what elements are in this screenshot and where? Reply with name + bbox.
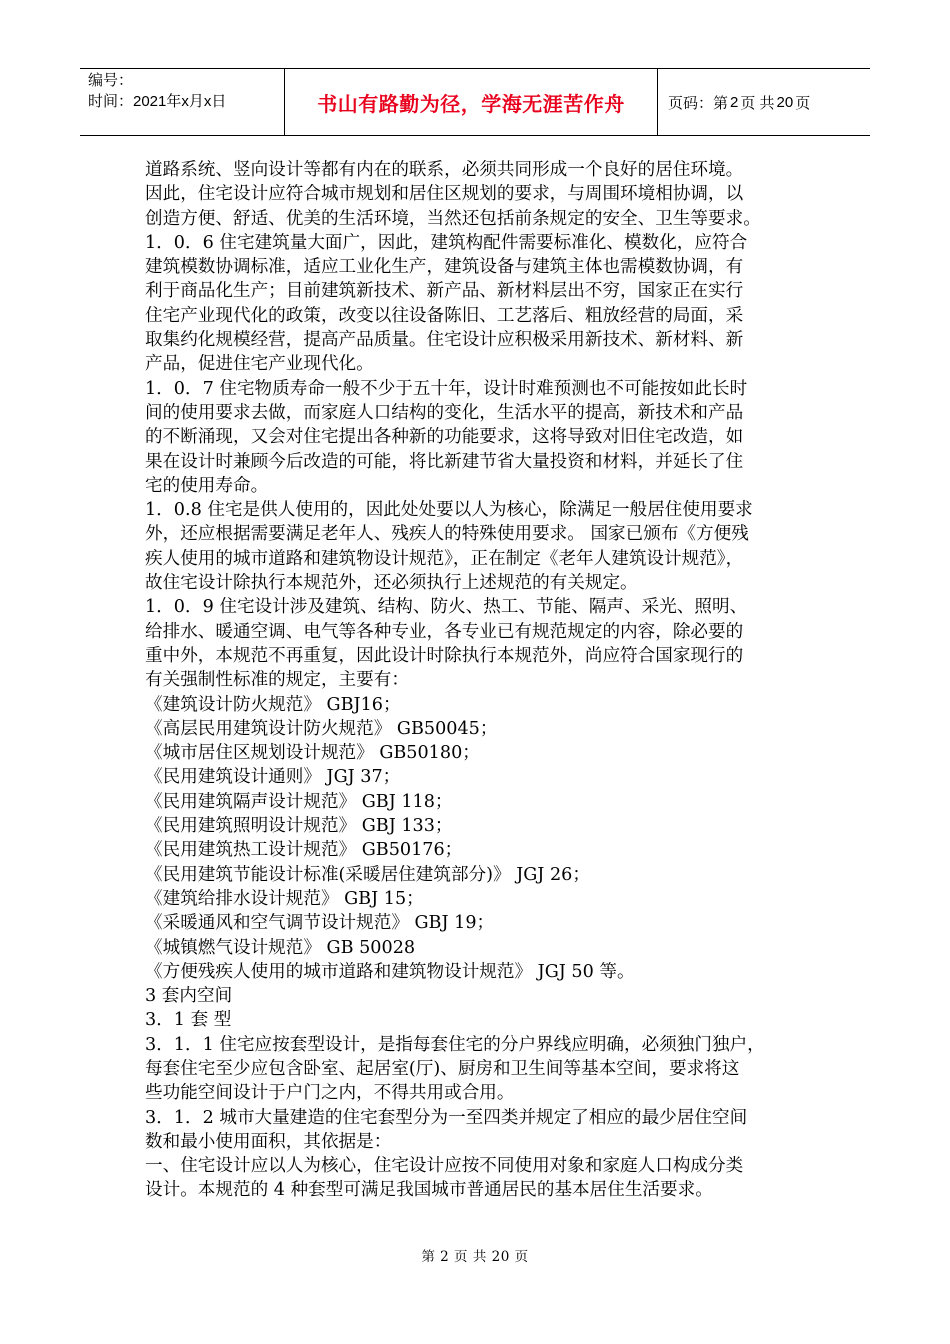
- document-code-label: 编号：: [88, 72, 134, 89]
- header-page-info: [668, 68, 868, 136]
- text-line: 取集约化规模经营，提高产品质量。住宅设计应积极采用新技术、新材料、新: [145, 330, 744, 351]
- text-line: 创造方便、舒适、优美的生活环境，当然还包括前条规定的安全、卫生等要求。: [145, 208, 761, 229]
- footer-suffix: 页: [514, 1249, 529, 1265]
- page-mid: 页 共: [740, 94, 775, 112]
- text-line: 产品，促进住宅产业现代化。: [145, 354, 374, 375]
- page-total: 20: [776, 93, 794, 111]
- page-header: [80, 68, 870, 136]
- text-line: 《高层民用建筑设计防火规范》 GB50045；: [145, 718, 498, 739]
- page-footer: [0, 1245, 950, 1265]
- footer-prefix: 第: [421, 1249, 436, 1265]
- text-line: 果在设计时兼顾今后改造的可能，将比新建节省大量投资和材料，并延长了住: [145, 451, 744, 472]
- page-suffix: 页: [795, 94, 811, 112]
- header-divider: [657, 68, 658, 136]
- text-line: 建筑模数协调标准，适应工业化生产，建筑设备与建筑主体也需模数协调，有: [145, 257, 744, 278]
- text-line: 一、住宅设计应以人为核心，住宅设计应按不同使用对象和家庭人口构成分类: [145, 1156, 744, 1177]
- text-line: 设计。本规范的 4 种套型可满足我国城市普通居民的基本居住生活要求。: [145, 1180, 713, 1201]
- footer-current: 2: [440, 1249, 450, 1265]
- text-line: 《民用建筑隔声设计规范》 GBJ 118；: [145, 791, 453, 812]
- page-current: 2: [730, 93, 739, 111]
- text-line: 《采暖通风和空气调节设计规范》 GBJ 19；: [145, 913, 495, 934]
- text-line: 每套住宅至少应包含卧室、起居室(厅)、厨房和卫生间等基本空间，要求将这: [145, 1058, 740, 1079]
- text-line: 3．1．2 城市大量建造的住宅套型分为一至四类并规定了相应的最少居住空间: [145, 1107, 748, 1128]
- text-line: 《建筑给排水设计规范》 GBJ 15；: [145, 888, 424, 909]
- footer-total: 20: [491, 1249, 510, 1265]
- text-line: 重中外，本规范不再重复，因此设计时除执行本规范外，尚应符合国家现行的: [145, 645, 744, 666]
- text-line: 给排水、暖通空调、电气等各种专业，各专业已有规范规定的内容，除必要的: [145, 621, 744, 642]
- text-line: 故住宅设计除执行本规范外，还必须执行上述规范的有关规定。: [145, 573, 638, 594]
- document-body: [145, 158, 815, 1203]
- header-motto: 书山有路勤为径，学海无涯苦作舟: [317, 91, 625, 116]
- text-line: 1．0.8 住宅是供人使用的，因此处处要以人为核心，除满足一般居住使用要求: [145, 500, 753, 521]
- text-line: 《民用建筑照明设计规范》 GBJ 133；: [145, 816, 453, 837]
- text-line: 《民用建筑节能设计标准(采暖居住建筑部分)》 JGJ 26；: [145, 864, 590, 885]
- text-line: 道路系统、竖向设计等都有内在的联系，必须共同形成一个良好的居住环境。: [145, 160, 744, 180]
- page-prefix: 页码：第: [668, 94, 729, 112]
- text-line: 因此，住宅设计应符合城市规划和居住区规划的要求，与周围环境相协调，以: [145, 184, 744, 205]
- text-line: 住宅产业现代化的政策，改变以往设备陈旧、工艺落后、粗放经营的局面，采: [145, 305, 744, 326]
- text-line: 有关强制性标准的规定，主要有：: [145, 670, 409, 691]
- text-line: 的不断涌现，又会对住宅提出各种新的功能要求，这将导致对旧住宅改造，如: [145, 427, 744, 448]
- text-line: 1．0．9 住宅设计涉及建筑、结构、防火、热工、节能、隔声、采光、照明、: [145, 597, 748, 618]
- text-line: 《方便残疾人使用的城市道路和建筑物设计规范》 JGJ 50 等。: [145, 961, 635, 982]
- text-line: 《城市居住区规划设计规范》 GB50180；: [145, 743, 480, 764]
- text-line: 《建筑设计防火规范》 GBJ16；: [145, 694, 401, 715]
- text-line: 3．1 套 型: [145, 1010, 232, 1031]
- text-line: 宅的使用寿命。: [145, 475, 269, 496]
- text-line: 利于商品化生产；目前建筑新技术、新产品、新材料层出不穷，国家正在实行: [145, 281, 744, 302]
- document-date: 时间：2021年x月x日: [88, 93, 227, 110]
- text-line: 《城镇燃气设计规范》 GB 50028: [145, 937, 416, 958]
- text-line: 间的使用要求去做，而家庭人口结构的变化，生活水平的提高，新技术和产品: [145, 402, 744, 423]
- text-line: 3．1．1 住宅应按套型设计，是指每套住宅的分户界线应明确，必须独门独户，: [145, 1034, 765, 1055]
- text-line: 1．0．6 住宅建筑量大面广，因此，建筑构配件需要标准化、模数化，应符合: [145, 232, 748, 253]
- text-line: 《民用建筑设计通则》 JGJ 37；: [145, 767, 401, 788]
- text-line: 外，还应根据需要满足老年人、残疾人的特殊使用要求。 国家已颁布《方便残: [145, 524, 749, 545]
- text-line: 数和最小使用面积，其依据是：: [145, 1131, 392, 1152]
- text-line: 疾人使用的城市道路和建筑物设计规范》，正在制定《老年人建筑设计规范》，: [145, 548, 744, 569]
- text-line: 3 套内空间: [145, 986, 233, 1007]
- header-meta: [88, 70, 284, 112]
- text-line: 《民用建筑热工设计规范》 GB50176；: [145, 840, 463, 861]
- text-line: 些功能空间设计于户门之内，不得共用或合用。: [145, 1083, 515, 1104]
- text-line: 1．0．7 住宅物质寿命一般不少于五十年，设计时难预测也不可能按如此长时: [145, 378, 748, 399]
- footer-mid: 页 共: [454, 1249, 487, 1265]
